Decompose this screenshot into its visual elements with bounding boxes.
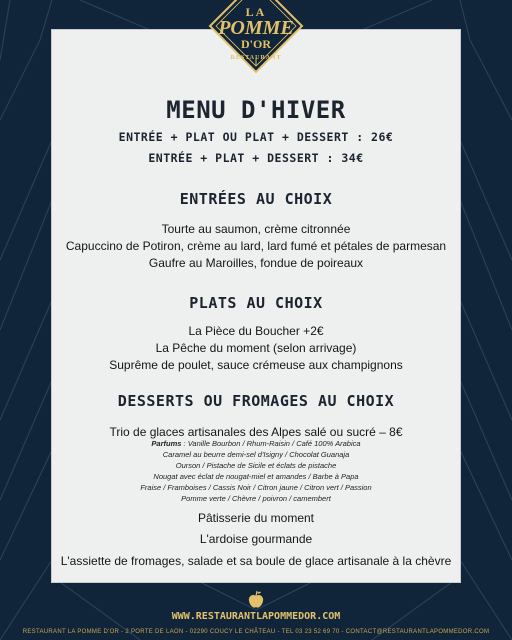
menu-card: [52, 30, 460, 582]
plats-heading: PLATS AU CHOIX: [189, 294, 323, 312]
dessert-item: Pâtisserie du moment: [197, 511, 315, 525]
entree-item: Tourte au saumon, crème citronnée: [161, 222, 351, 236]
dessert-item: L'ardoise gourmande: [199, 532, 313, 546]
parfums-text: : Vanille Bourbon / Rhum-Raisin / Café 100% Arabica: [181, 439, 361, 448]
glaces-item: Trio de glaces artisanales des Alpes salé ou sucré – 8€: [109, 425, 403, 439]
price-line-3-courses: ENTRÉE + PLAT + DESSERT : 34€: [148, 151, 364, 165]
dessert-item: L'assiette de fromages, salade et sa boule de glace artisanale à la chèvre: [60, 554, 452, 568]
plat-item: La Pièce du Boucher +2€: [188, 324, 324, 338]
parfums-line: Fraise / Framboises / Cassis Noir / Citron jaune / Citron vert / Passion: [140, 483, 372, 492]
entree-item: Capuccino de Potiron, crème au lard, lard fumé et pétales de parmesan: [65, 239, 447, 253]
logo-line-la: LA: [245, 5, 267, 19]
apple-icon: [246, 590, 266, 610]
parfums-line: Ourson / Pistache de Sicile et éclats de pistache: [175, 461, 337, 470]
entree-item: Gaufre au Maroilles, fondue de poireaux: [148, 256, 364, 270]
price-line-2-courses: ENTRÉE + PLAT OU PLAT + DESSERT : 26€: [118, 130, 394, 144]
logo-line-dor: D'OR: [241, 37, 271, 51]
parfums-label: Parfums: [151, 439, 182, 448]
parfums-line: Pomme verte / Chèvre / poivron / camembert: [181, 494, 331, 503]
menu-title: MENU D'HIVER: [166, 96, 346, 124]
plat-item: La Pêche du moment (selon arrivage): [155, 341, 357, 355]
restaurant-logo: [196, 0, 316, 76]
logo-line-restaurant: RESTAURANT: [230, 55, 282, 61]
website-link[interactable]: WWW.RESTAURANTLAPOMMEDOR.COM: [171, 611, 341, 622]
entrees-heading: ENTRÉES AU CHOIX: [179, 190, 333, 208]
logo-line-pomme: POMME: [218, 17, 294, 39]
parfums-line: Nougat avec éclat de nougat-miel et amandes / Barbe à Papa: [153, 472, 359, 481]
footer-address: RESTAURANT LA POMME D'OR - 2 PORTE DE LAON - 02290 COUCY LE CHÂTEAU - TEL 03 23 52 69 70 - CONTACT@RESTAURANTLAPOMMEDOR.COM: [22, 629, 490, 635]
plat-item: Suprême de poulet, sauce crémeuse aux champignons: [109, 358, 403, 372]
parfums-line: Caramel au beurre demi-sel d'Isigny / Chocolat Guanaja: [162, 450, 350, 459]
desserts-heading: DESSERTS OU FROMAGES AU CHOIX: [117, 392, 395, 410]
parfums-line: [52, 439, 460, 448]
